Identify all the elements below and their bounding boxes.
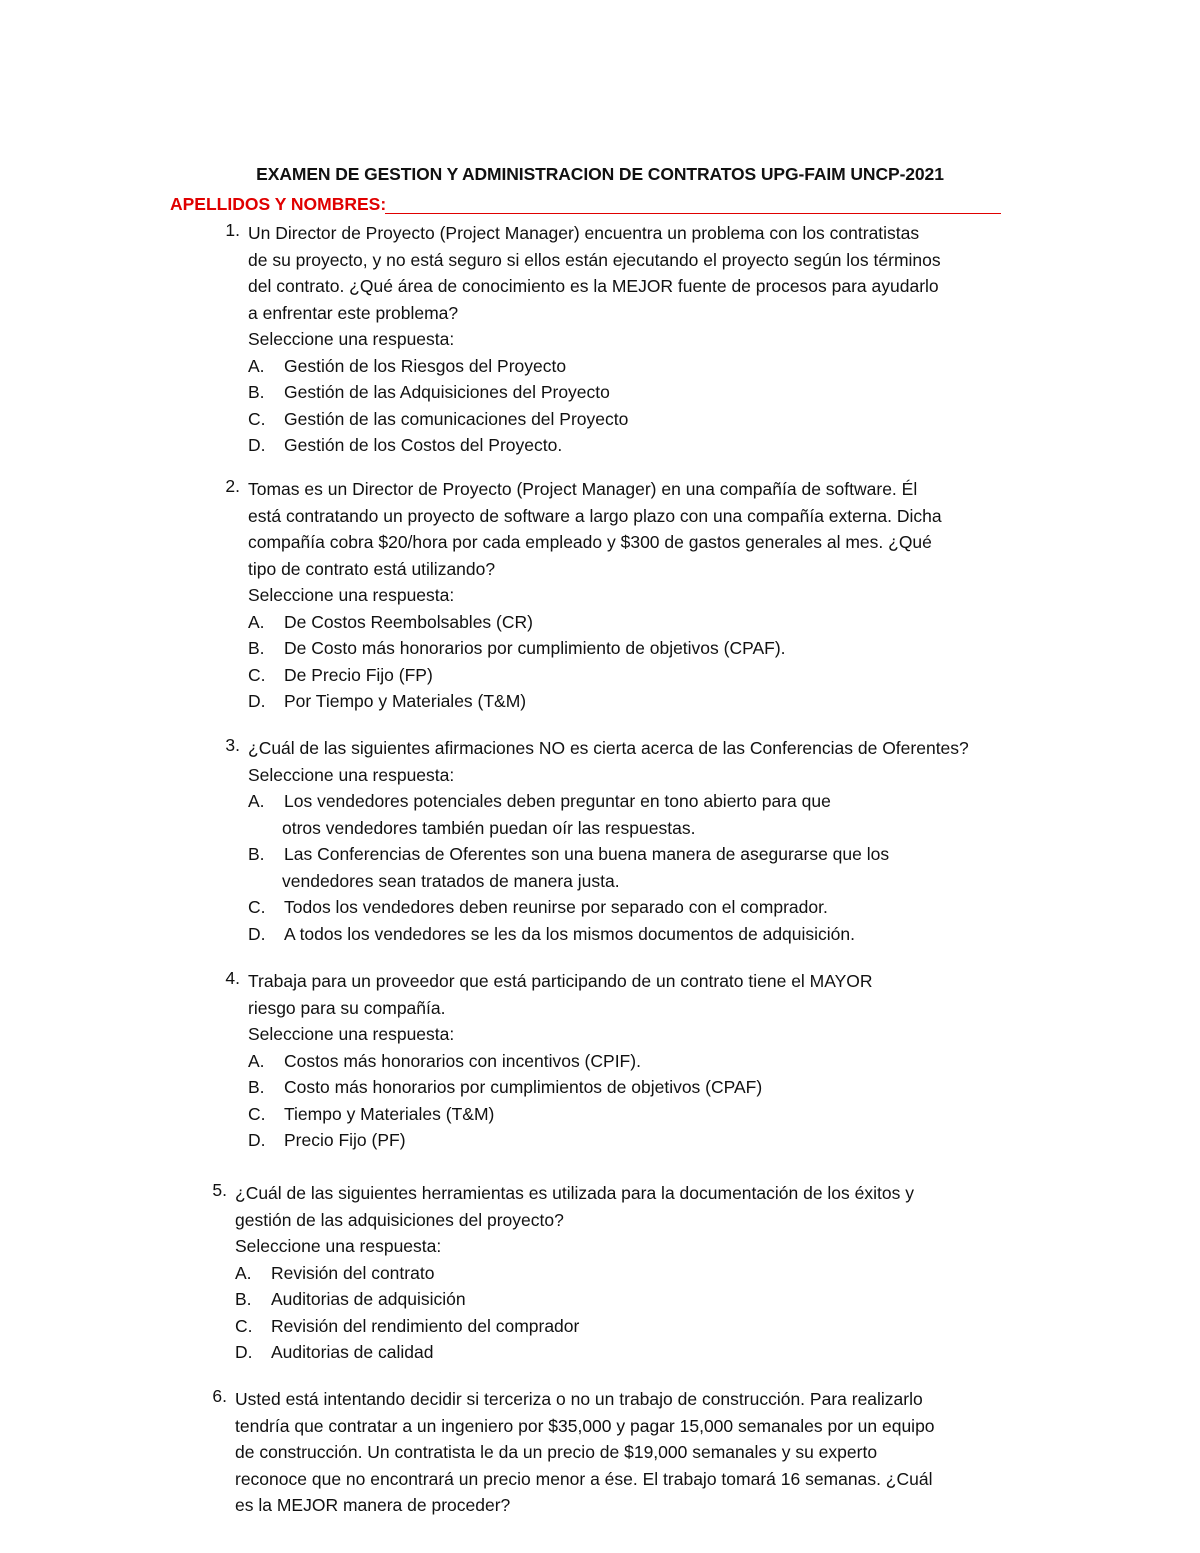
- answer-option: [248, 406, 1048, 433]
- option-text: Gestión de las comunicaciones del Proyecto: [284, 408, 629, 429]
- question-body: [248, 968, 1048, 1154]
- question-number: 3.: [225, 735, 240, 755]
- question-text-line: Seleccione una respuesta:: [235, 1236, 442, 1256]
- answer-option: [235, 1260, 1035, 1287]
- question-number: 1.: [225, 220, 240, 240]
- option-letter: D.: [248, 691, 266, 711]
- question-text-line: Seleccione una respuesta:: [248, 585, 455, 605]
- answer-option: [248, 894, 1048, 921]
- option-text: A todos los vendedores se les da los mismos documentos de adquisición.: [284, 923, 856, 944]
- question-text-line: riesgo para su compañía.: [248, 997, 446, 1018]
- answer-option: [248, 635, 1048, 662]
- option-text: Revisión del contrato: [271, 1262, 435, 1283]
- option-letter: D.: [248, 435, 266, 455]
- option-text: Todos los vendedores deben reunirse por separado con el comprador.: [284, 897, 828, 917]
- question-number: 5.: [212, 1180, 227, 1200]
- option-letter: D.: [235, 1342, 253, 1362]
- option-letter: C.: [235, 1315, 253, 1336]
- answer-option: [248, 432, 1048, 459]
- option-text: Las Conferencias de Oferentes son una buena manera de asegurarse que los: [284, 844, 890, 864]
- question-text-line: del contrato. ¿Qué área de conocimiento es la MEJOR fuente de procesos para ayudarlo: [248, 276, 939, 296]
- option-letter: A.: [248, 611, 265, 632]
- answer-option: [248, 1048, 1048, 1075]
- option-letter: C.: [248, 408, 266, 429]
- question-body: [248, 476, 1048, 715]
- question-number: 2.: [225, 476, 240, 496]
- question-text-line: tipo de contrato está utilizando?: [248, 558, 496, 579]
- option-letter: D.: [248, 1130, 266, 1150]
- question-text-line: está contratando un proyecto de software a largo plazo con una compañía externa. Dicha: [248, 505, 942, 526]
- option-letter: B.: [248, 382, 265, 402]
- option-text: De Precio Fijo (FP): [284, 664, 433, 685]
- option-text: De Costos Reembolsables (CR): [284, 611, 533, 632]
- question-body: [235, 1386, 1035, 1519]
- question-text-line: Seleccione una respuesta:: [248, 1024, 455, 1044]
- answer-option: [248, 662, 1048, 689]
- option-text: Por Tiempo y Materiales (T&M): [284, 691, 527, 711]
- option-letter: D.: [248, 923, 266, 944]
- answer-option: [248, 788, 1048, 815]
- question-body: [248, 735, 1048, 947]
- answer-option: [248, 353, 1048, 380]
- option-text: Auditorias de adquisición: [271, 1289, 466, 1309]
- option-text: De Costo más honorarios por cumplimiento de objetivos (CPAF).: [284, 638, 786, 658]
- option-letter: B.: [248, 1077, 265, 1097]
- question-body: [248, 220, 1048, 459]
- answer-option: [248, 841, 1048, 868]
- answer-option: [248, 1127, 1048, 1154]
- exam-title: EXAMEN DE GESTION Y ADMINISTRACION DE CONTRATOS UPG-FAIM UNCP-2021: [256, 164, 944, 184]
- question-number: 4.: [225, 968, 240, 988]
- answer-option: [235, 1313, 1035, 1340]
- answer-option: [248, 1101, 1048, 1128]
- answer-option: [235, 1286, 1035, 1313]
- option-letter: B.: [235, 1289, 252, 1309]
- question-text-line: reconoce que no encontrará un precio menor a ése. El trabajo tomará 16 semanas. ¿Cuál: [235, 1468, 933, 1489]
- answer-option: [235, 1339, 1035, 1366]
- question-text-line: Trabaja para un proveedor que está participando de un contrato tiene el MAYOR: [248, 971, 873, 991]
- option-letter: A.: [235, 1262, 252, 1283]
- question-text-line: de construcción. Un contratista le da un precio de $19,000 semanales y su experto: [235, 1442, 878, 1462]
- question-text-line: Seleccione una respuesta:: [248, 329, 455, 349]
- option-letter: A.: [248, 1050, 265, 1071]
- question-text-line: Un Director de Proyecto (Project Manager) encuentra un problema con los contratistas: [248, 223, 920, 243]
- question-text-line: gestión de las adquisiciones del proyecto?: [235, 1209, 564, 1230]
- option-text: Los vendedores potenciales deben preguntar en tono abierto para que: [284, 791, 831, 811]
- question-text-line: Seleccione una respuesta:: [248, 764, 455, 785]
- answer-option: [248, 921, 1048, 948]
- option-text: Gestión de los Costos del Proyecto.: [284, 435, 563, 455]
- question-text-line: ¿Cuál de las siguientes afirmaciones NO es cierta acerca de las Conferencias de Oferentes?: [248, 738, 969, 758]
- question-text-line: es la MEJOR manera de proceder?: [235, 1495, 511, 1515]
- option-letter: C.: [248, 897, 266, 917]
- option-letter: B.: [248, 844, 265, 864]
- answer-option: [248, 688, 1048, 715]
- question-text-line: Tomas es un Director de Proyecto (Project Manager) en una compañía de software. Él: [248, 479, 918, 499]
- option-text: Costos más honorarios con incentivos (CPIF).: [284, 1050, 641, 1071]
- question-text-line: tendría que contratar a un ingeniero por $35,000 y pagar 15,000 semanales por un equipo: [235, 1415, 935, 1436]
- option-text-continuation: otros vendedores también puedan oír las respuestas.: [282, 817, 696, 838]
- option-text: Auditorias de calidad: [271, 1342, 434, 1362]
- question-text-line: Usted está intentando decidir si terceriza o no un trabajo de construcción. Para realizarlo: [235, 1389, 923, 1409]
- option-letter: C.: [248, 1103, 266, 1124]
- question-text-line: ¿Cuál de las siguientes herramientas es utilizada para la documentación de los éxitos y: [235, 1183, 914, 1203]
- question-text-line: de su proyecto, y no está seguro si ellos están ejecutando el proyecto según los términos: [248, 249, 941, 270]
- question-text-line: a enfrentar este problema?: [248, 302, 459, 323]
- option-letter: C.: [248, 664, 266, 685]
- option-letter: A.: [248, 791, 265, 811]
- answer-option: [248, 1074, 1048, 1101]
- option-text-continuation: vendedores sean tratados de manera justa.: [282, 870, 620, 891]
- name-label: APELLIDOS Y NOMBRES:: [170, 194, 387, 214]
- answer-option: [248, 609, 1048, 636]
- option-letter: B.: [248, 638, 265, 658]
- option-text: Tiempo y Materiales (T&M): [284, 1103, 495, 1124]
- option-text: Gestión de las Adquisiciones del Proyecto: [284, 382, 610, 402]
- question-text-line: compañía cobra $20/hora por cada empleado y $300 de gastos generales al mes. ¿Qué: [248, 532, 932, 552]
- question-body: [235, 1180, 1035, 1366]
- option-letter: A.: [248, 355, 265, 376]
- option-text: Precio Fijo (PF): [284, 1130, 406, 1150]
- option-text: Costo más honorarios por cumplimientos de objetivos (CPAF): [284, 1077, 763, 1097]
- name-underline-field: [385, 213, 1001, 214]
- question-number: 6.: [212, 1386, 227, 1406]
- option-text: Revisión del rendimiento del comprador: [271, 1315, 580, 1336]
- option-text: Gestión de los Riesgos del Proyecto: [284, 355, 567, 376]
- answer-option: [248, 379, 1048, 406]
